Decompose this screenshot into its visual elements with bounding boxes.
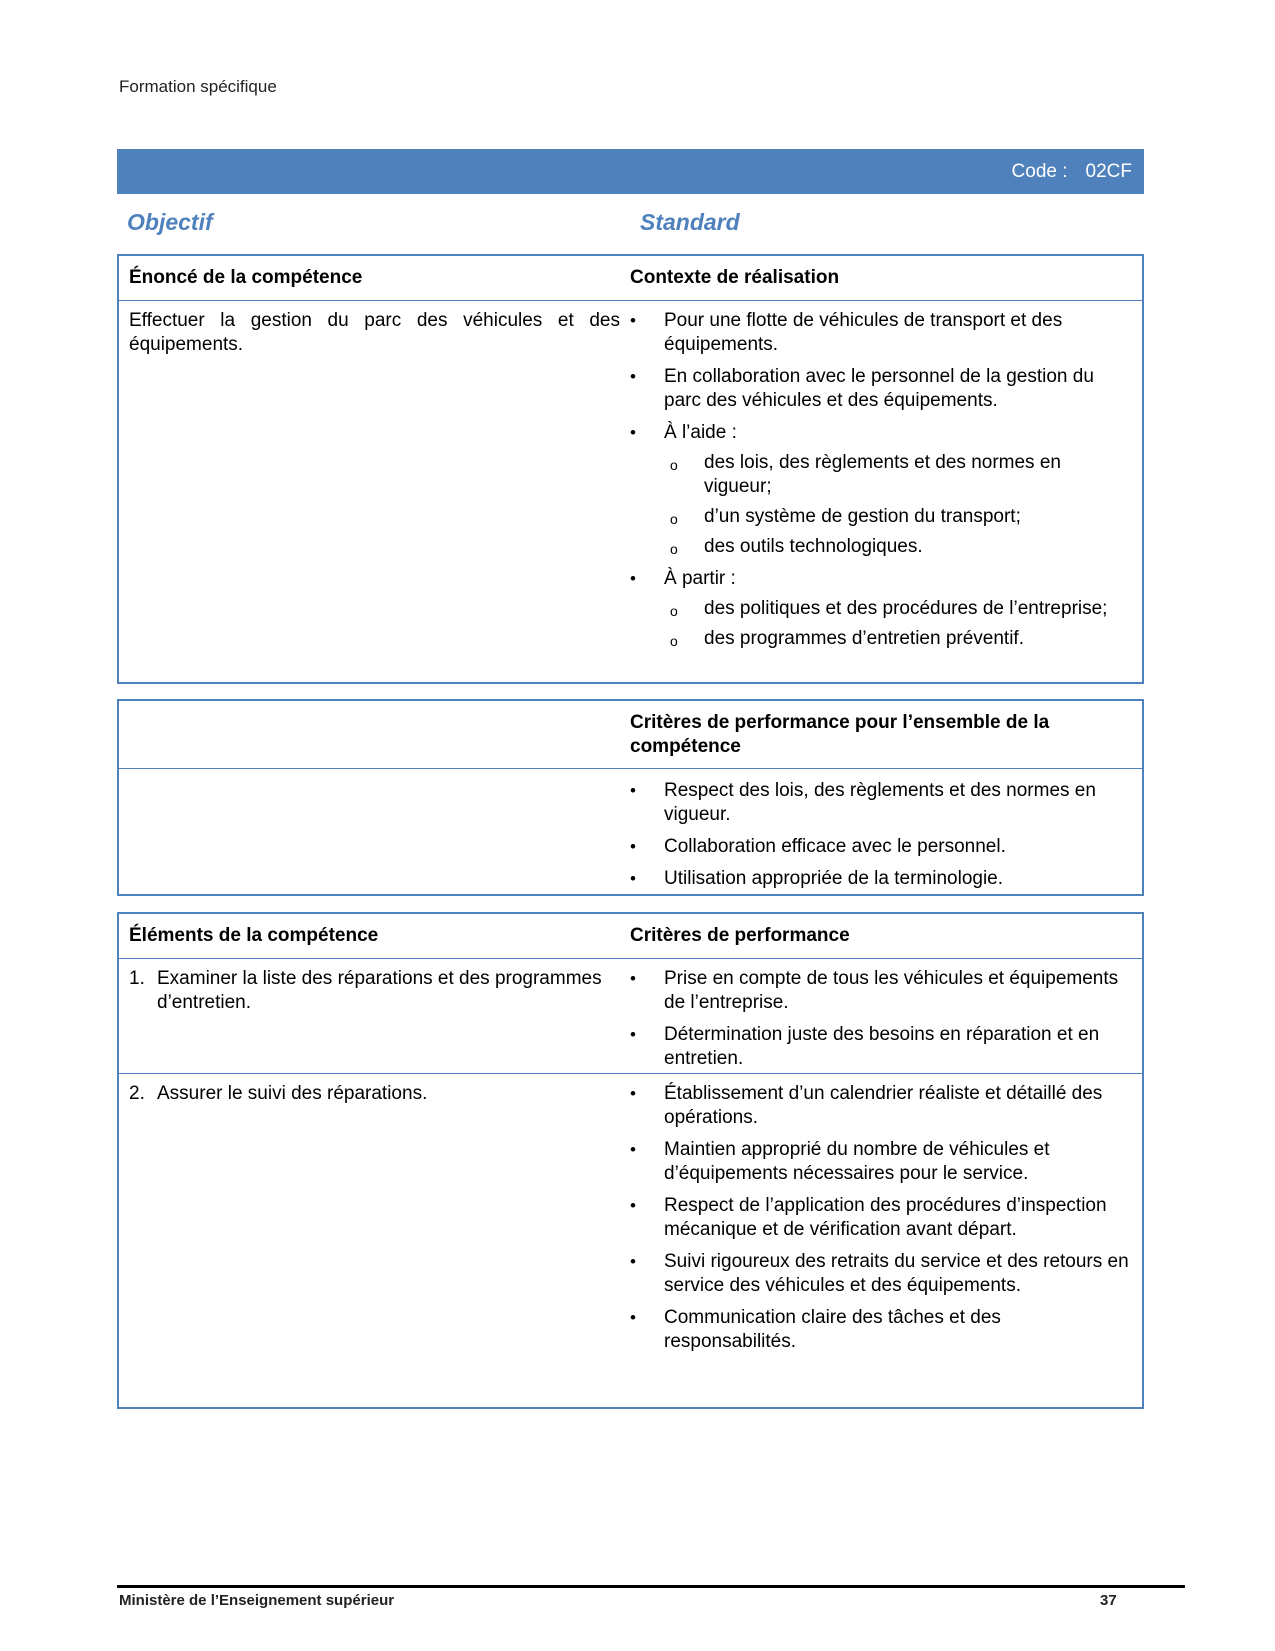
page-number: 37	[1100, 1592, 1117, 1609]
code-value: 02CF	[1085, 160, 1132, 182]
context-item-text: À l’aide :	[664, 422, 737, 443]
context-subitem	[664, 627, 1133, 651]
footer-ministry: Ministère de l’Enseignement supérieur	[119, 1592, 395, 1609]
global-criteria-header: Critères de performance pour l’ensemble de la compétence	[630, 711, 1050, 757]
performance-criterion-text: Respect de l’application des procédures d’inspection mécanique et de vérification avant départ.	[664, 1195, 1107, 1240]
performance-criterion	[630, 967, 1133, 1015]
context-sublist	[664, 597, 1133, 651]
context-subitem-text: d’un système de gestion du transport;	[704, 506, 1021, 527]
global-criterion-text: Utilisation appropriée de la terminologie.	[664, 868, 1004, 889]
global-criterion	[630, 835, 1133, 859]
performance-criterion-text: Maintien approprié du nombre de véhicules et d’équipements nécessaires pour le service.	[664, 1139, 1050, 1184]
context-item	[630, 309, 1133, 357]
performance-criterion	[630, 1138, 1133, 1186]
performance-criterion	[630, 1306, 1133, 1354]
context-item	[630, 567, 1133, 651]
element-number: 1.	[129, 968, 145, 989]
context-item	[630, 365, 1133, 413]
performance-criterion-text: Détermination juste des besoins en réparation et en entretien.	[664, 1024, 1100, 1069]
context-item	[630, 421, 1133, 559]
contexte-list	[630, 309, 1141, 659]
elements-table	[117, 912, 1144, 1409]
performance-criterion-text: Prise en compte de tous les véhicules et équipements de l’entreprise.	[664, 968, 1119, 1013]
context-subitem	[664, 505, 1133, 529]
performance-criterion	[630, 1082, 1133, 1130]
enonce-text: Effectuer la gestion du parc des véhicules et des équipements.	[129, 310, 620, 355]
element-text: Assurer le suivi des réparations.	[157, 1083, 428, 1104]
global-criterion	[630, 867, 1133, 891]
context-item-text: À partir :	[664, 568, 736, 589]
context-subitem-text: des outils technologiques.	[704, 536, 923, 557]
global-criterion	[630, 779, 1133, 827]
context-item-text: En collaboration avec le personnel de la gestion du parc des véhicules et des équipements.	[664, 366, 1094, 411]
context-subitem-text: des lois, des règlements et des normes en vigueur;	[704, 452, 1061, 497]
context-subitem	[664, 597, 1133, 621]
document-header: Formation spécifique	[119, 77, 277, 96]
context-subitem-text: des programmes d’entretien préventif.	[704, 628, 1024, 649]
criteria-header: Critères de performance	[630, 925, 850, 946]
element-number: 2.	[129, 1083, 145, 1104]
global-criteria-header-row	[119, 701, 1142, 769]
elements-header: Éléments de la compétence	[129, 925, 379, 946]
enonce-header: Énoncé de la compétence	[129, 267, 363, 288]
element-row-1	[119, 959, 1142, 1074]
footer-rule	[117, 1585, 1185, 1588]
standard-title: Standard	[640, 209, 740, 235]
performance-criterion	[630, 1194, 1133, 1242]
elements-table-header	[119, 914, 1142, 959]
code-bar	[117, 149, 1144, 194]
context-sublist	[664, 451, 1133, 559]
element-row-2	[119, 1074, 1142, 1362]
performance-criterion	[630, 1250, 1133, 1298]
global-criterion-text: Collaboration efficace avec le personnel.	[664, 836, 1006, 857]
element-criteria-list	[630, 967, 1133, 1071]
code-label: Code :	[1011, 160, 1068, 182]
contexte-header: Contexte de réalisation	[630, 267, 840, 288]
global-criteria-table	[117, 699, 1144, 896]
context-subitem-text: des politiques et des procédures de l’entreprise;	[704, 598, 1108, 619]
context-item-text: Pour une flotte de véhicules de transport et des équipements.	[664, 310, 1063, 355]
element-criteria-list	[630, 1082, 1133, 1354]
performance-criterion-text: Suivi rigoureux des retraits du service et des retours en service des véhicules et des équipements.	[664, 1251, 1129, 1296]
performance-criterion-text: Communication claire des tâches et des responsabilités.	[664, 1307, 1001, 1352]
performance-criterion	[630, 1023, 1133, 1071]
context-subitem	[664, 535, 1133, 559]
objectif-title: Objectif	[127, 209, 213, 235]
global-criterion-text: Respect des lois, des règlements et des normes en vigueur.	[664, 780, 1096, 825]
element-text: Examiner la liste des réparations et des programmes d’entretien.	[157, 968, 602, 1013]
context-subitem	[664, 451, 1133, 499]
competence-table	[117, 254, 1144, 684]
global-criteria-list	[630, 779, 1133, 891]
competence-table-header	[119, 256, 1142, 301]
performance-criterion-text: Établissement d’un calendrier réaliste et détaillé des opérations.	[664, 1083, 1103, 1128]
